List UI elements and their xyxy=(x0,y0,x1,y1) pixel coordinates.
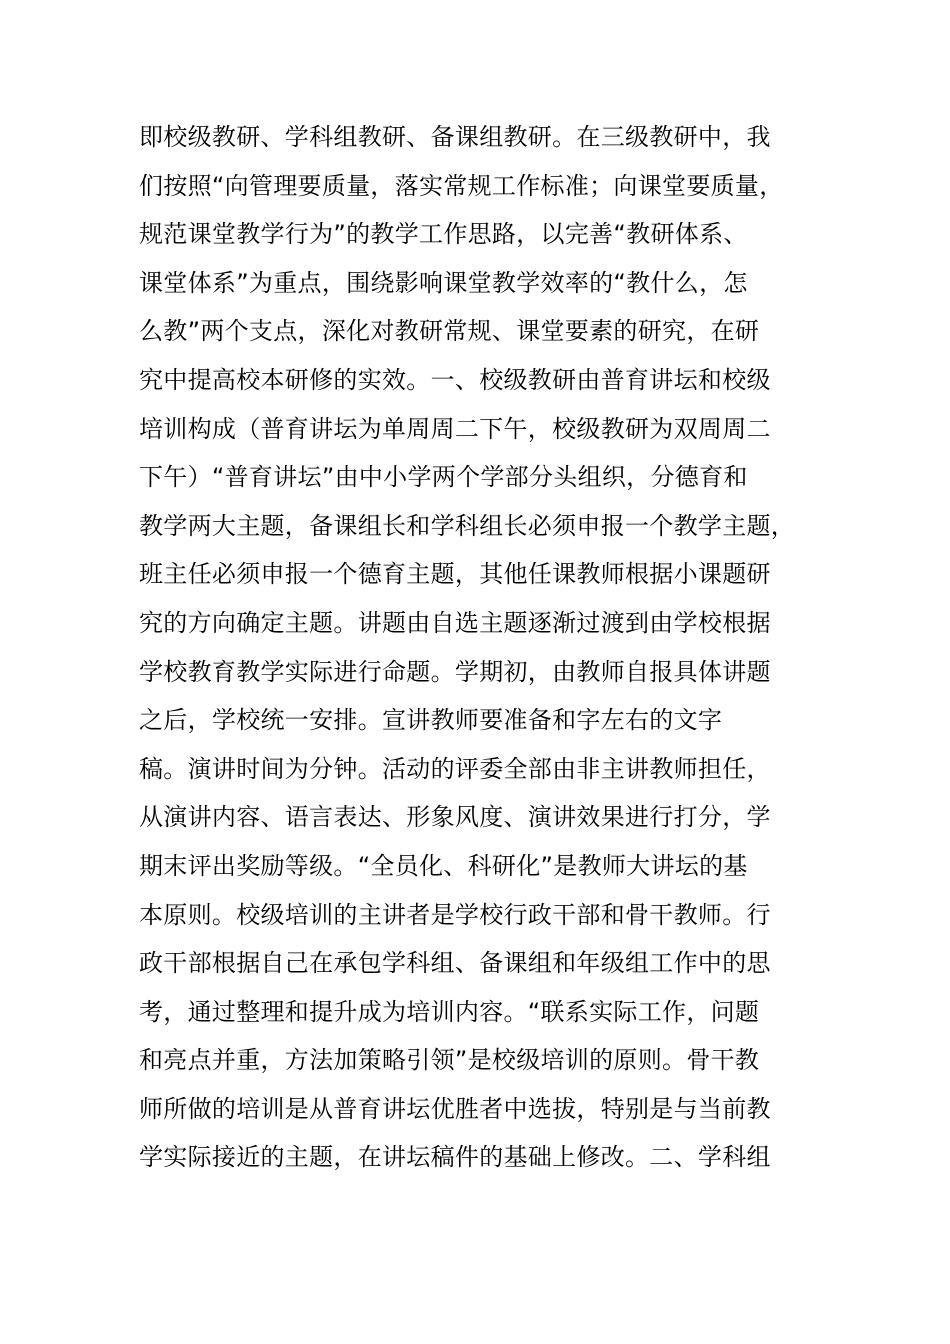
text-line: 和亮点并重，方法加策略引领”是校级培训的原则。骨干教 xyxy=(139,1046,760,1075)
text-line: 稿。演讲时间为分钟。活动的评委全部由非主讲教师担任， xyxy=(139,754,771,783)
text-line: 们按照“向管理要质量，落实常规工作标准；向课堂要质量， xyxy=(139,171,784,200)
text-line: 下午）“普育讲坛”由中小学两个学部分头组织，分德育和 xyxy=(139,463,748,492)
text-line: 考，通过整理和提升成为培训内容。“联系实际工作，问题 xyxy=(139,997,760,1026)
text-line: 之后，学校统一安排。宣讲教师要准备和字左右的文字 xyxy=(139,706,723,735)
text-line: 期末评出奖励等级。“全员化、科研化”是教师大讲坛的基 xyxy=(139,851,748,880)
text-line: 学实际接近的主题，在讲坛稿件的基础上修改。二、学科组 xyxy=(139,1143,771,1172)
text-line: 班主任必须申报一个德育主题，其他任课教师根据小课题研 xyxy=(139,560,771,589)
text-line: 究中提高校本研修的实效。一、校级教研由普育讲坛和校级 xyxy=(139,365,771,394)
text-line: 从演讲内容、语言表达、形象风度、演讲效果进行打分，学 xyxy=(139,803,771,832)
text-line: 培训构成（普育讲坛为单周周二下午，校级教研为双周周二 xyxy=(139,414,771,443)
text-line: 政干部根据自己在承包学科组、备课组和年级组工作中的思 xyxy=(139,949,771,978)
text-line: 么教”两个支点，深化对教研常规、课堂要素的研究，在研 xyxy=(139,317,760,346)
text-line: 究的方向确定主题。讲题由自选主题逐渐过渡到由学校根据 xyxy=(139,608,771,637)
text-line: 教学两大主题，备课组长和学科组长必须申报一个教学主题， xyxy=(139,511,796,540)
text-line: 师所做的培训是从普育讲坛优胜者中选拔，特别是与当前教 xyxy=(139,1094,771,1123)
text-line: 课堂体系”为重点，围绕影响课堂教学效率的“教什么，怎 xyxy=(139,268,748,297)
text-line: 本原则。校级培训的主讲者是学校行政干部和骨干教师。行 xyxy=(139,900,771,929)
text-line: 学校教育教学实际进行命题。学期初，由教师自报具体讲题 xyxy=(139,657,771,686)
text-line: 即校级教研、学科组教研、备课组教研。在三级教研中，我 xyxy=(139,123,771,151)
text-line: 规范课堂教学行为”的教学工作思路，以完善“教研体系、 xyxy=(139,220,748,249)
body-text xyxy=(139,113,829,1182)
